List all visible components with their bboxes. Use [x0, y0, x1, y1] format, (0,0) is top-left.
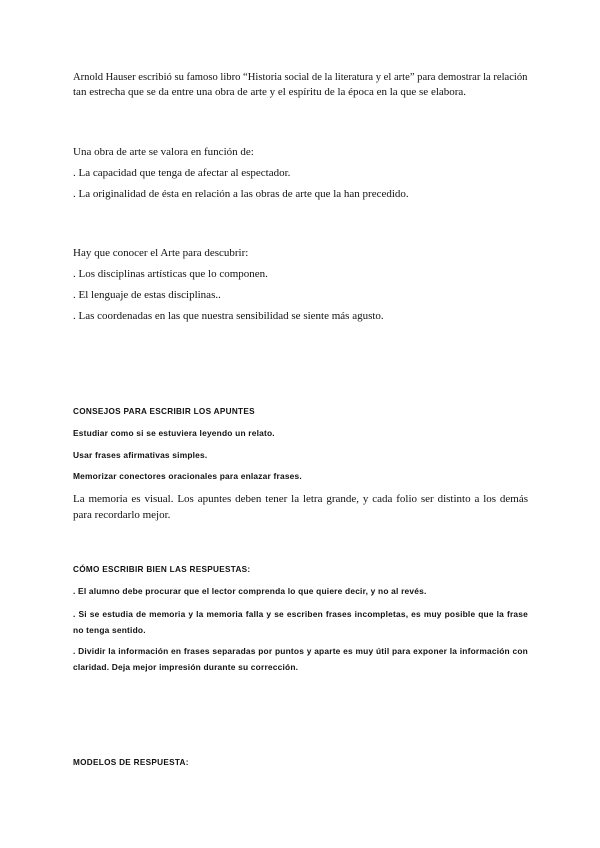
respuestas-heading: CÓMO ESCRIBIR BIEN LAS RESPUESTAS:	[73, 565, 251, 574]
valora-title: Una obra de arte se valora en función de:	[73, 146, 254, 158]
intro-line-2: tan estrecha que se da entre una obra de arte y el espíritu de la época en la que se elabora.	[73, 86, 467, 98]
respuestas-item-2: . Si se estudia de memoria y la memoria falla y se escriben frases incompletas, es muy posible que la frase no tenga sentido.	[73, 609, 528, 635]
modelos-heading: MODELOS DE RESPUESTA:	[73, 758, 189, 767]
intro-line-1: Arnold Hauser escribió su famoso libro “Historia social de la literatura y el arte” para demostrar la relación	[73, 72, 528, 83]
consejos-item-1: Estudiar como si se estuviera leyendo un relato.	[73, 428, 275, 438]
conocer-item-2: . El lenguaje de estas disciplinas..	[73, 289, 221, 301]
consejos-paragraph: La memoria es visual. Los apuntes deben tener la letra grande, y cada folio ser distinto a los demás para recordarlo mejor.	[73, 493, 528, 521]
conocer-item-3: . Las coordenadas en las que nuestra sensibilidad se siente más agusto.	[73, 310, 384, 322]
consejos-item-2: Usar frases afirmativas simples.	[73, 450, 208, 460]
conocer-title: Hay que conocer el Arte para descubrir:	[73, 247, 249, 259]
valora-item-2: . La originalidad de ésta en relación a las obras de arte que la han precedido.	[73, 188, 409, 200]
consejos-heading: CONSEJOS PARA ESCRIBIR LOS APUNTES	[73, 407, 255, 416]
respuestas-item-1: . El alumno debe procurar que el lector comprenda lo que quiere decir, y no al revés.	[73, 586, 427, 596]
respuestas-item-3: . Dividir la información en frases separadas por puntos y aparte es muy útil para exponer la información con claridad. Deja mejor impresión durante su corrección.	[73, 646, 528, 672]
consejos-item-3: Memorizar conectores oracionales para enlazar frases.	[73, 471, 302, 481]
conocer-item-1: . Los disciplinas artísticas que lo componen.	[73, 268, 268, 280]
valora-item-1: . La capacidad que tenga de afectar al espectador.	[73, 167, 291, 179]
